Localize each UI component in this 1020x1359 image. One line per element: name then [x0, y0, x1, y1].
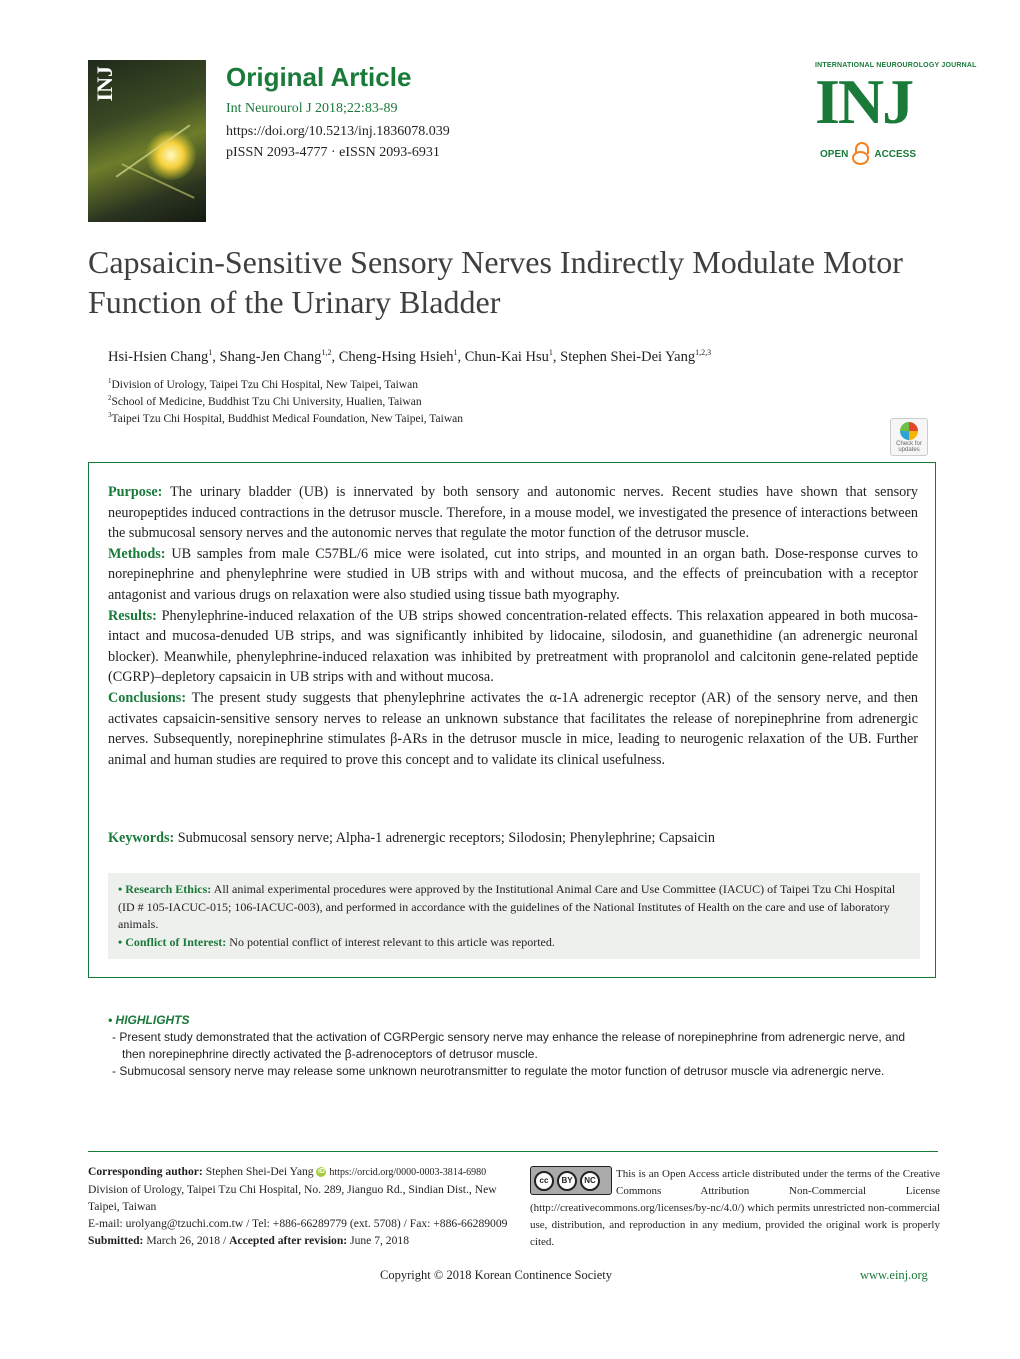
author-name: Hsi-Hsien Chang: [108, 348, 209, 365]
results-label: Results:: [108, 607, 157, 624]
abstract-methods: [108, 544, 918, 606]
author-name: Chun-Kai Hsu: [464, 348, 549, 365]
check-updates-icon: [900, 422, 918, 440]
methods-text: UB samples from male C57BL/6 mice were isolated, cut into strips, and mounted in an organ bath. Dose-response curves to norepinephrine and phenylephrine were studied in UB strips with and without mucosa, and the effects of preincubation with a receptor antagonist and various drugs on relaxation were also studied using tissue bath myography.: [108, 545, 919, 603]
author-affiliation-mark: 1: [453, 348, 458, 357]
cc-icon: cc: [534, 1171, 554, 1191]
by-icon: BY: [557, 1171, 577, 1191]
author-affiliation-mark: 1,2,3: [695, 348, 712, 357]
affiliation-number: 3: [108, 411, 112, 419]
accepted-date: June 7, 2018: [350, 1234, 409, 1247]
research-ethics-label: Research Ethics:: [125, 882, 212, 896]
conflict-label: Conflict of Interest:: [125, 934, 227, 949]
purpose-label: Purpose:: [108, 484, 163, 500]
conclusions-text: The present study suggests that phenylephrine activates the α-1A adrenergic receptor (AR) of the sensory nerve, and then activates capsaicin-sensitive sensory nerves to release an unknown substance that facilitates the release of norepinephrine from adrenergic nerves. Subsequently, norepinephrine stimulates β-ARs in the detrusor muscle in mice, leading to neurogenic relaxation of the UB. Further animal and human studies are required to prove this concept and to validate its clinical usefulness.: [108, 689, 918, 768]
keywords-text: Submucosal sensory nerve; Alpha-1 adrenergic receptors; Silodosin; Phenylephrine; Capsaicin: [177, 830, 715, 846]
highlights: [108, 1012, 908, 1080]
corr-contact: E-mail: urolyang@tzuchi.com.tw / Tel: +886-66289779 (ext. 5708) / Fax: +886-66289009: [88, 1217, 508, 1230]
affiliation-number: 1: [108, 377, 112, 385]
copyright: Copyright © 2018 Korean Continence Society: [380, 1268, 613, 1282]
affiliation-text: School of Medicine, Buddhist Tzu Chi University, Hualien, Taiwan: [111, 395, 422, 408]
conflict-of-interest: [118, 934, 910, 952]
author-name: Stephen Shei-Dei Yang: [560, 348, 696, 365]
affiliation-number: 2: [108, 394, 112, 402]
results-text: Phenylephrine-induced relaxation of the UB strips showed concentration-related effects. This relaxation appeared in both mucosa-intact and mucosa-denuded UB strips, and was significantly inhibited by lidocaine, silodosin, and guanethidine (an adrenergic neuronal blocker). Meanwhile, phenylephrine-induced relaxation was inhibited by pretreatment with propranolol and calcitonin gene-related peptide (CGRP)–depletory capsaicin in UB strips with and without mucosa.: [108, 607, 919, 686]
access-label: ACCESS: [874, 148, 917, 160]
orcid-icon: iD: [317, 1168, 325, 1176]
check-for-updates-badge[interactable]: [890, 418, 928, 456]
open-access-badge: [820, 142, 916, 166]
author-affiliation-mark: 1: [548, 348, 553, 357]
author-name: Shang-Jen Chang: [219, 348, 322, 365]
ethics-panel: [108, 873, 920, 959]
check-updates-label: Check for updates: [896, 441, 922, 453]
affiliation-text: Division of Urology, Taipei Tzu Chi Hospital, New Taipei, Taiwan: [111, 378, 418, 391]
author-name: Cheng-Hsing Hsieh: [338, 348, 454, 365]
journal-cover-image: [88, 60, 206, 222]
author-list: Hsi-Hsien Chang$^1$, Shang-Jen Chang$^{1,2}$, Cheng-Hsing Hsieh$^1$, Chun-Kai Hsu$^1$, Stephen Shei-Dei Yang$^{1,2,3}$: [108, 348, 712, 365]
submission-dates: Submitted: March 26, 2018 / Accepted after revision: June 7, 2018: [88, 1234, 409, 1247]
abstract-results: [108, 606, 918, 688]
article-type: Original Article: [226, 62, 412, 92]
journal-logo: INJ: [815, 66, 913, 137]
highlight-item: - Present study demonstrated that the activation of CGRPergic sensory nerve may enhance the release of norepinephrine from adrenergic nerve, and then norepinephrine directly activated the β-adrenoceptors of detrusor muscle.: [112, 1030, 906, 1061]
purpose-text: The urinary bladder (UB) is innervated by both sensory and autonomic nerves. Recent studies have shown that sensory neuropeptides induced contractions in the detrusor muscle. Therefore, in a mouse model, we investigated the presence of interactions between the submucosal sensory nerves and the autonomic nerves that regulate the motor function of the detrusor muscle.: [108, 484, 919, 542]
cover-label: INJ: [92, 66, 117, 102]
affiliation-text: Taipei Tzu Chi Hospital, Buddhist Medical Foundation, New Taipei, Taiwan: [111, 412, 463, 425]
journal-website-link[interactable]: www.einj.org: [860, 1268, 928, 1282]
open-label: OPEN: [820, 148, 849, 160]
license-text: This is an Open Access article distributed under the terms of the Creative Commons Attribution Non-Commercial License (http://creativecommons.org/licenses/by-nc/4.0/) which permits unrestricted non-commercial use, distribution, and reproduction in any medium, provided the original work is properly cited.: [530, 1168, 940, 1248]
cc-license-badge[interactable]: [530, 1166, 612, 1195]
conclusions-label: Conclusions:: [108, 689, 187, 706]
methods-label: Methods:: [108, 545, 166, 562]
nc-icon: NC: [580, 1171, 600, 1191]
citation: Int Neurourol J 2018;22:83-89: [226, 101, 398, 116]
journal-full-name: INTERNATIONAL NEUROUROLOGY JOURNAL: [815, 62, 977, 69]
conflict-text: No potential conflict of interest relevant to this article was reported.: [229, 934, 555, 949]
keywords-label: Keywords:: [108, 830, 175, 846]
doi-link[interactable]: https://doi.org/10.5213/inj.1836078.039: [226, 124, 450, 139]
highlights-label: • HIGHLIGHTS: [108, 1013, 190, 1027]
bullet: •: [118, 934, 123, 949]
open-lock-icon: [852, 142, 870, 166]
abstract-purpose: [108, 482, 918, 544]
footer-divider: [88, 1151, 938, 1152]
affiliation: [108, 411, 463, 425]
bullet: •: [118, 882, 123, 896]
submitted-date: March 26, 2018: [146, 1234, 221, 1247]
submitted-label: Submitted:: [88, 1234, 144, 1247]
orcid-link[interactable]: https://orcid.org/0000-0003-3814-6980: [329, 1167, 487, 1178]
corr-address: Division of Urology, Taipei Tzu Chi Hospital, No. 289, Jianguo Rd., Sindian Dist., New Taipei, Taiwan: [88, 1183, 497, 1213]
accepted-label: Accepted after revision:: [229, 1234, 348, 1247]
abstract-conclusions: [108, 688, 918, 770]
research-ethics: [118, 881, 910, 934]
author-affiliation-mark: 1: [208, 348, 213, 357]
author-affiliation-mark: 1,2: [321, 348, 332, 357]
issn: pISSN 2093-4777 · eISSN 2093-6931: [226, 145, 440, 160]
abstract: [108, 482, 918, 770]
corr-label: Corresponding author:: [88, 1165, 203, 1178]
keywords: [108, 830, 918, 847]
article-title: Capsaicin-Sensitive Sensory Nerves Indirectly Modulate Motor Function of the Urinary Bladder: [88, 244, 903, 320]
correspondence: [88, 1163, 528, 1249]
research-ethics-text: All animal experimental procedures were approved by the Institutional Animal Care and Use Committee (IACUC) of Taipei Tzu Chi Hospital (ID # 105-IACUC-015; 106-IACUC-003), and performed in accordance with the guidelines of the National Institutes of Health on the care and use of laboratory animals.: [118, 882, 896, 931]
highlight-item: - Submucosal sensory nerve may release some unknown neurotransmitter to regulate the motor function of detrusor muscle via adrenergic nerve.: [112, 1064, 885, 1078]
affiliation: [108, 377, 418, 391]
corr-name: Stephen Shei-Dei Yang: [205, 1165, 314, 1178]
affiliation: [108, 394, 422, 408]
corresponding-author: [88, 1163, 528, 1181]
